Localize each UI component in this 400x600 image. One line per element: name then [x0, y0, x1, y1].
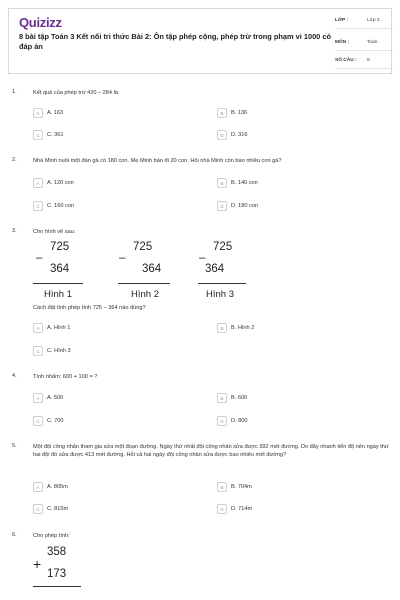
q2-option-c[interactable] — [33, 201, 183, 212]
question-text: Tính nhẩm: 600 + 100 = ? — [33, 374, 98, 380]
option-key: A — [33, 108, 43, 118]
subject-value: Toán — [367, 40, 378, 45]
option-text: D. 316 — [231, 132, 248, 138]
option-key: B — [217, 108, 227, 118]
figure-1-minus-sign: – — [36, 252, 43, 264]
figure-2-bottom-number: 364 — [142, 263, 162, 275]
subject-label: MÔN : — [335, 40, 350, 45]
option-text: A. Hình 1 — [47, 325, 71, 331]
option-key: D — [217, 201, 227, 211]
figure-3-bottom-number: 364 — [205, 263, 225, 275]
option-text: C. 700 — [47, 418, 64, 424]
option-key: B — [217, 482, 227, 492]
q5-option-c[interactable] — [33, 504, 183, 515]
option-key: A — [33, 482, 43, 492]
figure-3-caption: Hình 3 — [206, 289, 234, 300]
q1-option-d[interactable] — [217, 130, 367, 141]
q3-option-a[interactable] — [33, 323, 183, 334]
question-number: 4. — [12, 373, 17, 379]
option-text: B. 704m — [231, 484, 252, 490]
q4-option-d[interactable] — [217, 416, 367, 427]
q3-option-b[interactable] — [217, 323, 367, 334]
q6-top-number: 358 — [47, 546, 67, 558]
question-text: Cho phép tính: — [33, 533, 70, 539]
q5-option-b[interactable] — [217, 482, 367, 493]
count-label: SỐ CÂU : — [335, 58, 357, 63]
q6-bottom-number: 173 — [47, 568, 67, 580]
question-number: 3. — [12, 228, 17, 234]
figure-2-caption: Hình 2 — [131, 289, 159, 300]
question-text: Kết quả của phép trừ 420 – 284 là: — [33, 90, 120, 96]
option-key: C — [33, 130, 43, 140]
meta-subject — [335, 36, 393, 51]
option-text: C. 361 — [47, 132, 64, 138]
quizizz-logo: Quizizz — [19, 15, 62, 30]
class-value: Lớp 3 — [367, 18, 380, 23]
option-key: C — [33, 416, 43, 426]
figure-3-minus-sign: – — [199, 252, 206, 264]
option-key: B — [217, 323, 227, 333]
q6-result-line — [33, 586, 81, 587]
figure-1-top-number: 725 — [50, 241, 70, 253]
option-text: A. 120 con — [47, 180, 74, 186]
figure-1-caption: Hình 1 — [44, 289, 72, 300]
option-key: D — [217, 416, 227, 426]
option-text: C. 160 con — [47, 203, 75, 209]
figure-2-result-line — [118, 283, 170, 284]
class-label: LỚP : — [335, 18, 349, 23]
figure-3-top-number: 725 — [213, 241, 233, 253]
figure-2-minus-sign: – — [119, 252, 126, 264]
option-key: B — [217, 178, 227, 188]
option-text: B. 600 — [231, 395, 248, 401]
question-text: Nhà Minh nuôi một đàn gà có 180 con. Mẹ Minh bán đi 20 con. Hỏi nhà Minh còn bao nhiêu con gà? — [33, 158, 282, 164]
q1-option-a[interactable] — [33, 108, 183, 119]
option-text: D. 800 — [231, 418, 248, 424]
option-text: B. 140 con — [231, 180, 258, 186]
option-text: D. 714m — [231, 506, 253, 512]
q4-option-a[interactable] — [33, 393, 183, 404]
option-key: C — [33, 201, 43, 211]
q2-option-a[interactable] — [33, 178, 183, 189]
option-key: C — [33, 346, 43, 356]
q2-option-d[interactable] — [217, 201, 367, 212]
q5-option-d[interactable] — [217, 504, 367, 515]
option-text: A. 500 — [47, 395, 64, 401]
option-key: B — [217, 393, 227, 403]
figure-3-result-line — [198, 283, 246, 284]
option-text: A. 163 — [47, 110, 64, 116]
figure-2-top-number: 725 — [133, 241, 153, 253]
option-key: A — [33, 323, 43, 333]
option-text: C. Hình 3 — [47, 348, 71, 354]
option-key: D — [217, 130, 227, 140]
q4-option-b[interactable] — [217, 393, 367, 404]
option-text: B. 136 — [231, 110, 248, 116]
option-text: A. 805m — [47, 484, 68, 490]
question-number: 2. — [12, 157, 17, 163]
option-key: C — [33, 504, 43, 514]
question-number: 6. — [12, 532, 17, 538]
worksheet-title: 8 bài tập Toán 3 Kết nối tri thức Bài 2: Ôn tập phép cộng, phép trừ trong phạm vi 1000 có đáp án — [19, 32, 331, 51]
option-key: A — [33, 393, 43, 403]
q3-option-c[interactable] — [33, 346, 183, 357]
q4-option-c[interactable] — [33, 416, 183, 427]
meta-count — [335, 54, 393, 69]
q5-option-a[interactable] — [33, 482, 183, 493]
question-number: 5. — [12, 443, 17, 449]
option-key: D — [217, 504, 227, 514]
question-text: Một đội công nhân tham gia sửa một đoạn đường. Ngày thứ nhất đội công nhân sửa được 392 mét đường. Do đẩy nhanh tiến độ nên ngày thứ hai đội đó sửa được 413 mét đường. Hỏi cả hai ngày đội công nhân sửa được bao nhiêu mét đường? — [33, 444, 389, 458]
figure-1-result-line — [33, 283, 83, 284]
question-text: Cho hình vẽ sau: — [33, 229, 76, 235]
option-text: C. 815m — [47, 506, 69, 512]
q1-option-c[interactable] — [33, 130, 183, 141]
question-number: 1. — [12, 89, 17, 95]
q2-option-b[interactable] — [217, 178, 367, 189]
q1-option-b[interactable] — [217, 108, 367, 119]
question-3-prompt: Cách đặt tính phép tính 725 – 364 nào đúng? — [33, 305, 146, 311]
option-key: A — [33, 178, 43, 188]
option-text: B. Hình 2 — [231, 325, 255, 331]
meta-class — [335, 14, 393, 29]
figure-1-bottom-number: 364 — [50, 263, 70, 275]
count-value: 8 — [367, 58, 370, 63]
q6-plus-sign: + — [33, 556, 42, 572]
option-text: D. 180 con — [231, 203, 259, 209]
worksheet-header — [8, 8, 392, 74]
